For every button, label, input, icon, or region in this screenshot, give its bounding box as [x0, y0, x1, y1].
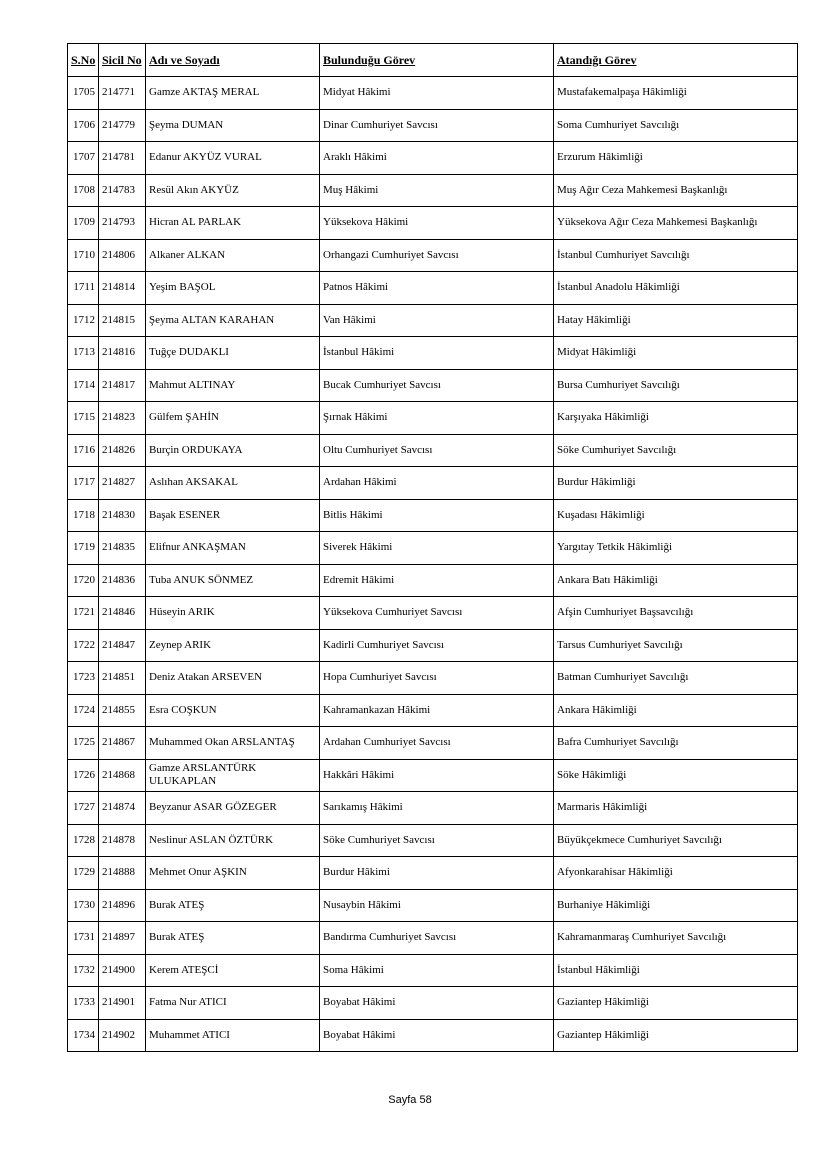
- cell-assigned-post: Yüksekova Ağır Ceza Mahkemesi Başkanlığı: [554, 207, 798, 240]
- cell-sno: 1732: [68, 954, 99, 987]
- cell-sno: 1722: [68, 629, 99, 662]
- cell-current-post: İstanbul Hâkimi: [320, 337, 554, 370]
- cell-name: Başak ESENER: [146, 499, 320, 532]
- table-row: [68, 759, 798, 792]
- cell-assigned-post: Mustafakemalpaşa Hâkimliği: [554, 77, 798, 110]
- header-sno: S.No: [68, 44, 99, 77]
- cell-sicil: 214826: [99, 434, 146, 467]
- cell-current-post: Bandırma Cumhuriyet Savcısı: [320, 922, 554, 955]
- appointments-table: [67, 43, 798, 1052]
- cell-sno: 1734: [68, 1019, 99, 1052]
- table-row: [68, 694, 798, 727]
- cell-assigned-post: Kuşadası Hâkimliği: [554, 499, 798, 532]
- cell-sicil: 214835: [99, 532, 146, 565]
- cell-sicil: 214771: [99, 77, 146, 110]
- cell-assigned-post: Bafra Cumhuriyet Savcılığı: [554, 727, 798, 760]
- cell-sicil: 214868: [99, 759, 146, 792]
- cell-sicil: 214874: [99, 792, 146, 825]
- cell-sno: 1724: [68, 694, 99, 727]
- cell-current-post: Ardahan Hâkimi: [320, 467, 554, 500]
- cell-current-post: Kadirli Cumhuriyet Savcısı: [320, 629, 554, 662]
- cell-assigned-post: Burdur Hâkimliği: [554, 467, 798, 500]
- cell-sno: 1714: [68, 369, 99, 402]
- cell-current-post: Nusaybin Hâkimi: [320, 889, 554, 922]
- cell-sicil: 214823: [99, 402, 146, 435]
- cell-assigned-post: Ankara Hâkimliği: [554, 694, 798, 727]
- cell-name: Hicran AL PARLAK: [146, 207, 320, 240]
- page-number: Sayfa 58: [388, 1094, 432, 1106]
- table-row: [68, 564, 798, 597]
- cell-sicil: 214781: [99, 142, 146, 175]
- cell-sicil: 214896: [99, 889, 146, 922]
- cell-name: Neslinur ASLAN ÖZTÜRK: [146, 824, 320, 857]
- cell-name: Muhammet ATICI: [146, 1019, 320, 1052]
- cell-assigned-post: Kahramanmaraş Cumhuriyet Savcılığı: [554, 922, 798, 955]
- cell-assigned-post: Büyükçekmece Cumhuriyet Savcılığı: [554, 824, 798, 857]
- table-row: [68, 77, 798, 110]
- cell-name: Mehmet Onur AŞKIN: [146, 857, 320, 890]
- cell-sicil: 214902: [99, 1019, 146, 1052]
- table-row: [68, 499, 798, 532]
- cell-current-post: Soma Hâkimi: [320, 954, 554, 987]
- cell-sno: 1705: [68, 77, 99, 110]
- table-row: [68, 662, 798, 695]
- cell-name: Gamze AKTAŞ MERAL: [146, 77, 320, 110]
- cell-sicil: 214836: [99, 564, 146, 597]
- cell-current-post: Ardahan Cumhuriyet Savcısı: [320, 727, 554, 760]
- table-row: [68, 727, 798, 760]
- cell-current-post: Bucak Cumhuriyet Savcısı: [320, 369, 554, 402]
- cell-name: Kerem ATEŞCİ: [146, 954, 320, 987]
- cell-sicil: 214815: [99, 304, 146, 337]
- cell-current-post: Edremit Hâkimi: [320, 564, 554, 597]
- table-row: [68, 142, 798, 175]
- cell-sno: 1715: [68, 402, 99, 435]
- cell-sno: 1729: [68, 857, 99, 890]
- cell-assigned-post: Yargıtay Tetkik Hâkimliği: [554, 532, 798, 565]
- cell-name: Deniz Atakan ARSEVEN: [146, 662, 320, 695]
- header-assigned-post: Atandığı Görev: [554, 44, 798, 77]
- table-row: [68, 857, 798, 890]
- cell-sno: 1733: [68, 987, 99, 1020]
- table-row: [68, 239, 798, 272]
- table-row: [68, 174, 798, 207]
- cell-sicil: 214901: [99, 987, 146, 1020]
- cell-sicil: 214855: [99, 694, 146, 727]
- cell-sicil: 214830: [99, 499, 146, 532]
- table-row: [68, 792, 798, 825]
- cell-sno: 1716: [68, 434, 99, 467]
- cell-assigned-post: Batman Cumhuriyet Savcılığı: [554, 662, 798, 695]
- cell-current-post: Hakkâri Hâkimi: [320, 759, 554, 792]
- cell-sno: 1721: [68, 597, 99, 630]
- cell-assigned-post: Hatay Hâkimliği: [554, 304, 798, 337]
- cell-sicil: 214816: [99, 337, 146, 370]
- cell-current-post: Midyat Hâkimi: [320, 77, 554, 110]
- cell-assigned-post: İstanbul Cumhuriyet Savcılığı: [554, 239, 798, 272]
- cell-assigned-post: İstanbul Hâkimliği: [554, 954, 798, 987]
- cell-sicil: 214847: [99, 629, 146, 662]
- cell-name: Alkaner ALKAN: [146, 239, 320, 272]
- cell-current-post: Oltu Cumhuriyet Savcısı: [320, 434, 554, 467]
- cell-name: Tuğçe DUDAKLI: [146, 337, 320, 370]
- cell-assigned-post: Midyat Hâkimliği: [554, 337, 798, 370]
- table-row: [68, 954, 798, 987]
- cell-name: Tuba ANUK SÖNMEZ: [146, 564, 320, 597]
- table-row: [68, 597, 798, 630]
- cell-sicil: 214897: [99, 922, 146, 955]
- cell-name: Zeynep ARIK: [146, 629, 320, 662]
- table-row: [68, 402, 798, 435]
- cell-assigned-post: Bursa Cumhuriyet Savcılığı: [554, 369, 798, 402]
- cell-name: Gülfem ŞAHİN: [146, 402, 320, 435]
- cell-current-post: Sarıkamış Hâkimi: [320, 792, 554, 825]
- cell-current-post: Yüksekova Cumhuriyet Savcısı: [320, 597, 554, 630]
- cell-name: Gamze ARSLANTÜRK ULUKAPLAN: [146, 759, 320, 792]
- cell-name: Mahmut ALTINAY: [146, 369, 320, 402]
- cell-current-post: Hopa Cumhuriyet Savcısı: [320, 662, 554, 695]
- cell-assigned-post: Afşin Cumhuriyet Başsavcılığı: [554, 597, 798, 630]
- cell-sno: 1709: [68, 207, 99, 240]
- cell-assigned-post: Soma Cumhuriyet Savcılığı: [554, 109, 798, 142]
- cell-current-post: Bitlis Hâkimi: [320, 499, 554, 532]
- cell-assigned-post: Erzurum Hâkimliği: [554, 142, 798, 175]
- cell-sicil: 214806: [99, 239, 146, 272]
- cell-sno: 1731: [68, 922, 99, 955]
- header-name: Adı ve Soyadı: [146, 44, 320, 77]
- cell-sno: 1711: [68, 272, 99, 305]
- cell-sicil: 214846: [99, 597, 146, 630]
- table-row: [68, 922, 798, 955]
- cell-current-post: Muş Hâkimi: [320, 174, 554, 207]
- table-header-row: [68, 44, 798, 77]
- cell-assigned-post: Söke Hâkimliği: [554, 759, 798, 792]
- cell-name: Hüseyin ARIK: [146, 597, 320, 630]
- cell-current-post: Van Hâkimi: [320, 304, 554, 337]
- cell-sno: 1718: [68, 499, 99, 532]
- cell-name: Şeyma DUMAN: [146, 109, 320, 142]
- cell-assigned-post: Ankara Batı Hâkimliği: [554, 564, 798, 597]
- cell-assigned-post: Muş Ağır Ceza Mahkemesi Başkanlığı: [554, 174, 798, 207]
- cell-sicil: 214878: [99, 824, 146, 857]
- cell-name: Burak ATEŞ: [146, 889, 320, 922]
- cell-sicil: 214793: [99, 207, 146, 240]
- cell-sno: 1723: [68, 662, 99, 695]
- cell-sicil: 214783: [99, 174, 146, 207]
- cell-sno: 1707: [68, 142, 99, 175]
- cell-sno: 1706: [68, 109, 99, 142]
- cell-assigned-post: İstanbul Anadolu Hâkimliği: [554, 272, 798, 305]
- cell-current-post: Orhangazi Cumhuriyet Savcısı: [320, 239, 554, 272]
- cell-assigned-post: Tarsus Cumhuriyet Savcılığı: [554, 629, 798, 662]
- cell-name: Elifnur ANKAŞMAN: [146, 532, 320, 565]
- table-row: [68, 889, 798, 922]
- cell-sicil: 214814: [99, 272, 146, 305]
- table-row: [68, 629, 798, 662]
- table-row: [68, 109, 798, 142]
- table-row: [68, 1019, 798, 1052]
- cell-current-post: Yüksekova Hâkimi: [320, 207, 554, 240]
- cell-current-post: Burdur Hâkimi: [320, 857, 554, 890]
- cell-name: Şeyma ALTAN KARAHAN: [146, 304, 320, 337]
- cell-current-post: Kahramankazan Hâkimi: [320, 694, 554, 727]
- header-current-post: Bulunduğu Görev: [320, 44, 554, 77]
- cell-sno: 1730: [68, 889, 99, 922]
- table-row: [68, 987, 798, 1020]
- cell-assigned-post: Karşıyaka Hâkimliği: [554, 402, 798, 435]
- cell-sicil: 214779: [99, 109, 146, 142]
- cell-current-post: Dinar Cumhuriyet Savcısı: [320, 109, 554, 142]
- table-row: [68, 272, 798, 305]
- cell-name: Aslıhan AKSAKAL: [146, 467, 320, 500]
- cell-name: Beyzanur ASAR GÖZEGER: [146, 792, 320, 825]
- cell-sno: 1713: [68, 337, 99, 370]
- cell-sicil: 214827: [99, 467, 146, 500]
- header-sicil: Sicil No: [99, 44, 146, 77]
- cell-name: Edanur AKYÜZ VURAL: [146, 142, 320, 175]
- cell-sicil: 214900: [99, 954, 146, 987]
- cell-assigned-post: Burhaniye Hâkimliği: [554, 889, 798, 922]
- cell-current-post: Şırnak Hâkimi: [320, 402, 554, 435]
- table-row: [68, 337, 798, 370]
- cell-sicil: 214817: [99, 369, 146, 402]
- cell-sno: 1725: [68, 727, 99, 760]
- cell-sicil: 214888: [99, 857, 146, 890]
- cell-sno: 1728: [68, 824, 99, 857]
- cell-name: Resül Akın AKYÜZ: [146, 174, 320, 207]
- table-row: [68, 434, 798, 467]
- cell-sno: 1726: [68, 759, 99, 792]
- cell-name: Yeşim BAŞOL: [146, 272, 320, 305]
- cell-name: Burçin ORDUKAYA: [146, 434, 320, 467]
- cell-sno: 1710: [68, 239, 99, 272]
- cell-sno: 1719: [68, 532, 99, 565]
- cell-name: Burak ATEŞ: [146, 922, 320, 955]
- cell-sno: 1712: [68, 304, 99, 337]
- cell-assigned-post: Gaziantep Hâkimliği: [554, 987, 798, 1020]
- cell-assigned-post: Afyonkarahisar Hâkimliği: [554, 857, 798, 890]
- cell-sno: 1727: [68, 792, 99, 825]
- cell-name: Fatma Nur ATICI: [146, 987, 320, 1020]
- cell-sno: 1708: [68, 174, 99, 207]
- cell-current-post: Araklı Hâkimi: [320, 142, 554, 175]
- cell-sno: 1720: [68, 564, 99, 597]
- table-row: [68, 207, 798, 240]
- cell-name: Muhammed Okan ARSLANTAŞ: [146, 727, 320, 760]
- cell-current-post: Boyabat Hâkimi: [320, 1019, 554, 1052]
- table-row: [68, 369, 798, 402]
- cell-current-post: Söke Cumhuriyet Savcısı: [320, 824, 554, 857]
- cell-sicil: 214851: [99, 662, 146, 695]
- cell-name: Esra COŞKUN: [146, 694, 320, 727]
- cell-assigned-post: Gaziantep Hâkimliği: [554, 1019, 798, 1052]
- cell-sno: 1717: [68, 467, 99, 500]
- table-row: [68, 467, 798, 500]
- cell-current-post: Siverek Hâkimi: [320, 532, 554, 565]
- table-row: [68, 532, 798, 565]
- cell-sicil: 214867: [99, 727, 146, 760]
- table-row: [68, 824, 798, 857]
- table-row: [68, 304, 798, 337]
- cell-assigned-post: Marmaris Hâkimliği: [554, 792, 798, 825]
- table-body: [68, 77, 798, 1052]
- cell-current-post: Patnos Hâkimi: [320, 272, 554, 305]
- cell-current-post: Boyabat Hâkimi: [320, 987, 554, 1020]
- cell-assigned-post: Söke Cumhuriyet Savcılığı: [554, 434, 798, 467]
